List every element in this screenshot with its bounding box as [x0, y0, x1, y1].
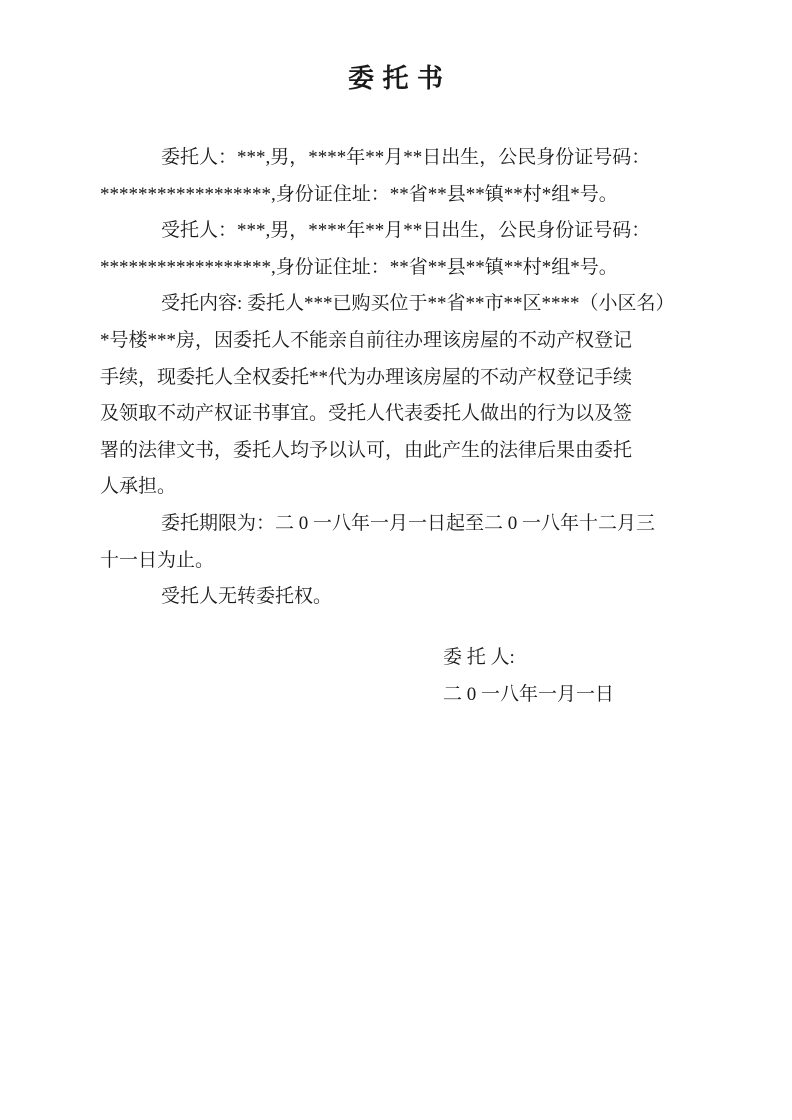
- body-line-agent-2: ******************,身份证住址：**省**县**镇**村*组*号。: [100, 256, 618, 278]
- signature-date: 二 0 一八年一月一日: [443, 683, 615, 705]
- body-line-no-subdelegation: 受托人无转委托权。: [161, 586, 333, 608]
- document-title: 委 托 书: [347, 64, 444, 93]
- body-line-term-1: 委托期限为：二 0 一八年一月一日起至二 0 一八年十二月三: [161, 512, 656, 534]
- signature-block: [443, 640, 614, 713]
- body-line-agent-1: 受托人：***,男，****年**月**日出生，公民身份证号码：: [161, 220, 651, 242]
- body-line-scope-1: 受托内容: 委托人***已购买位于**省**市**区****（小区名）: [161, 293, 675, 315]
- body-line-scope-3: 手续，现委托人全权委托**代为办理该房屋的不动产权登记手续: [100, 366, 633, 388]
- body-line-term-2: 十一日为止。: [100, 549, 215, 571]
- body-line-scope-4: 及领取不动产权证书事宜。受托人代表委托人做出的行为以及签: [100, 403, 633, 425]
- body-line-scope-5: 署的法律文书，委托人均予以认可，由此产生的法律后果由委托: [100, 439, 633, 461]
- document-body: [100, 140, 692, 616]
- body-line-principal-2: ******************,身份证住址：**省**县**镇**村*组*号。: [100, 183, 618, 205]
- body-line-scope-2: *号楼***房，因委托人不能亲自前往办理该房屋的不动产权登记: [100, 329, 633, 351]
- body-line-scope-6: 人承担。: [100, 476, 177, 498]
- body-line-principal-1: 委托人：***,男，****年**月**日出生，公民身份证号码：: [161, 147, 651, 168]
- signature-label: 委 托 人:: [443, 647, 515, 668]
